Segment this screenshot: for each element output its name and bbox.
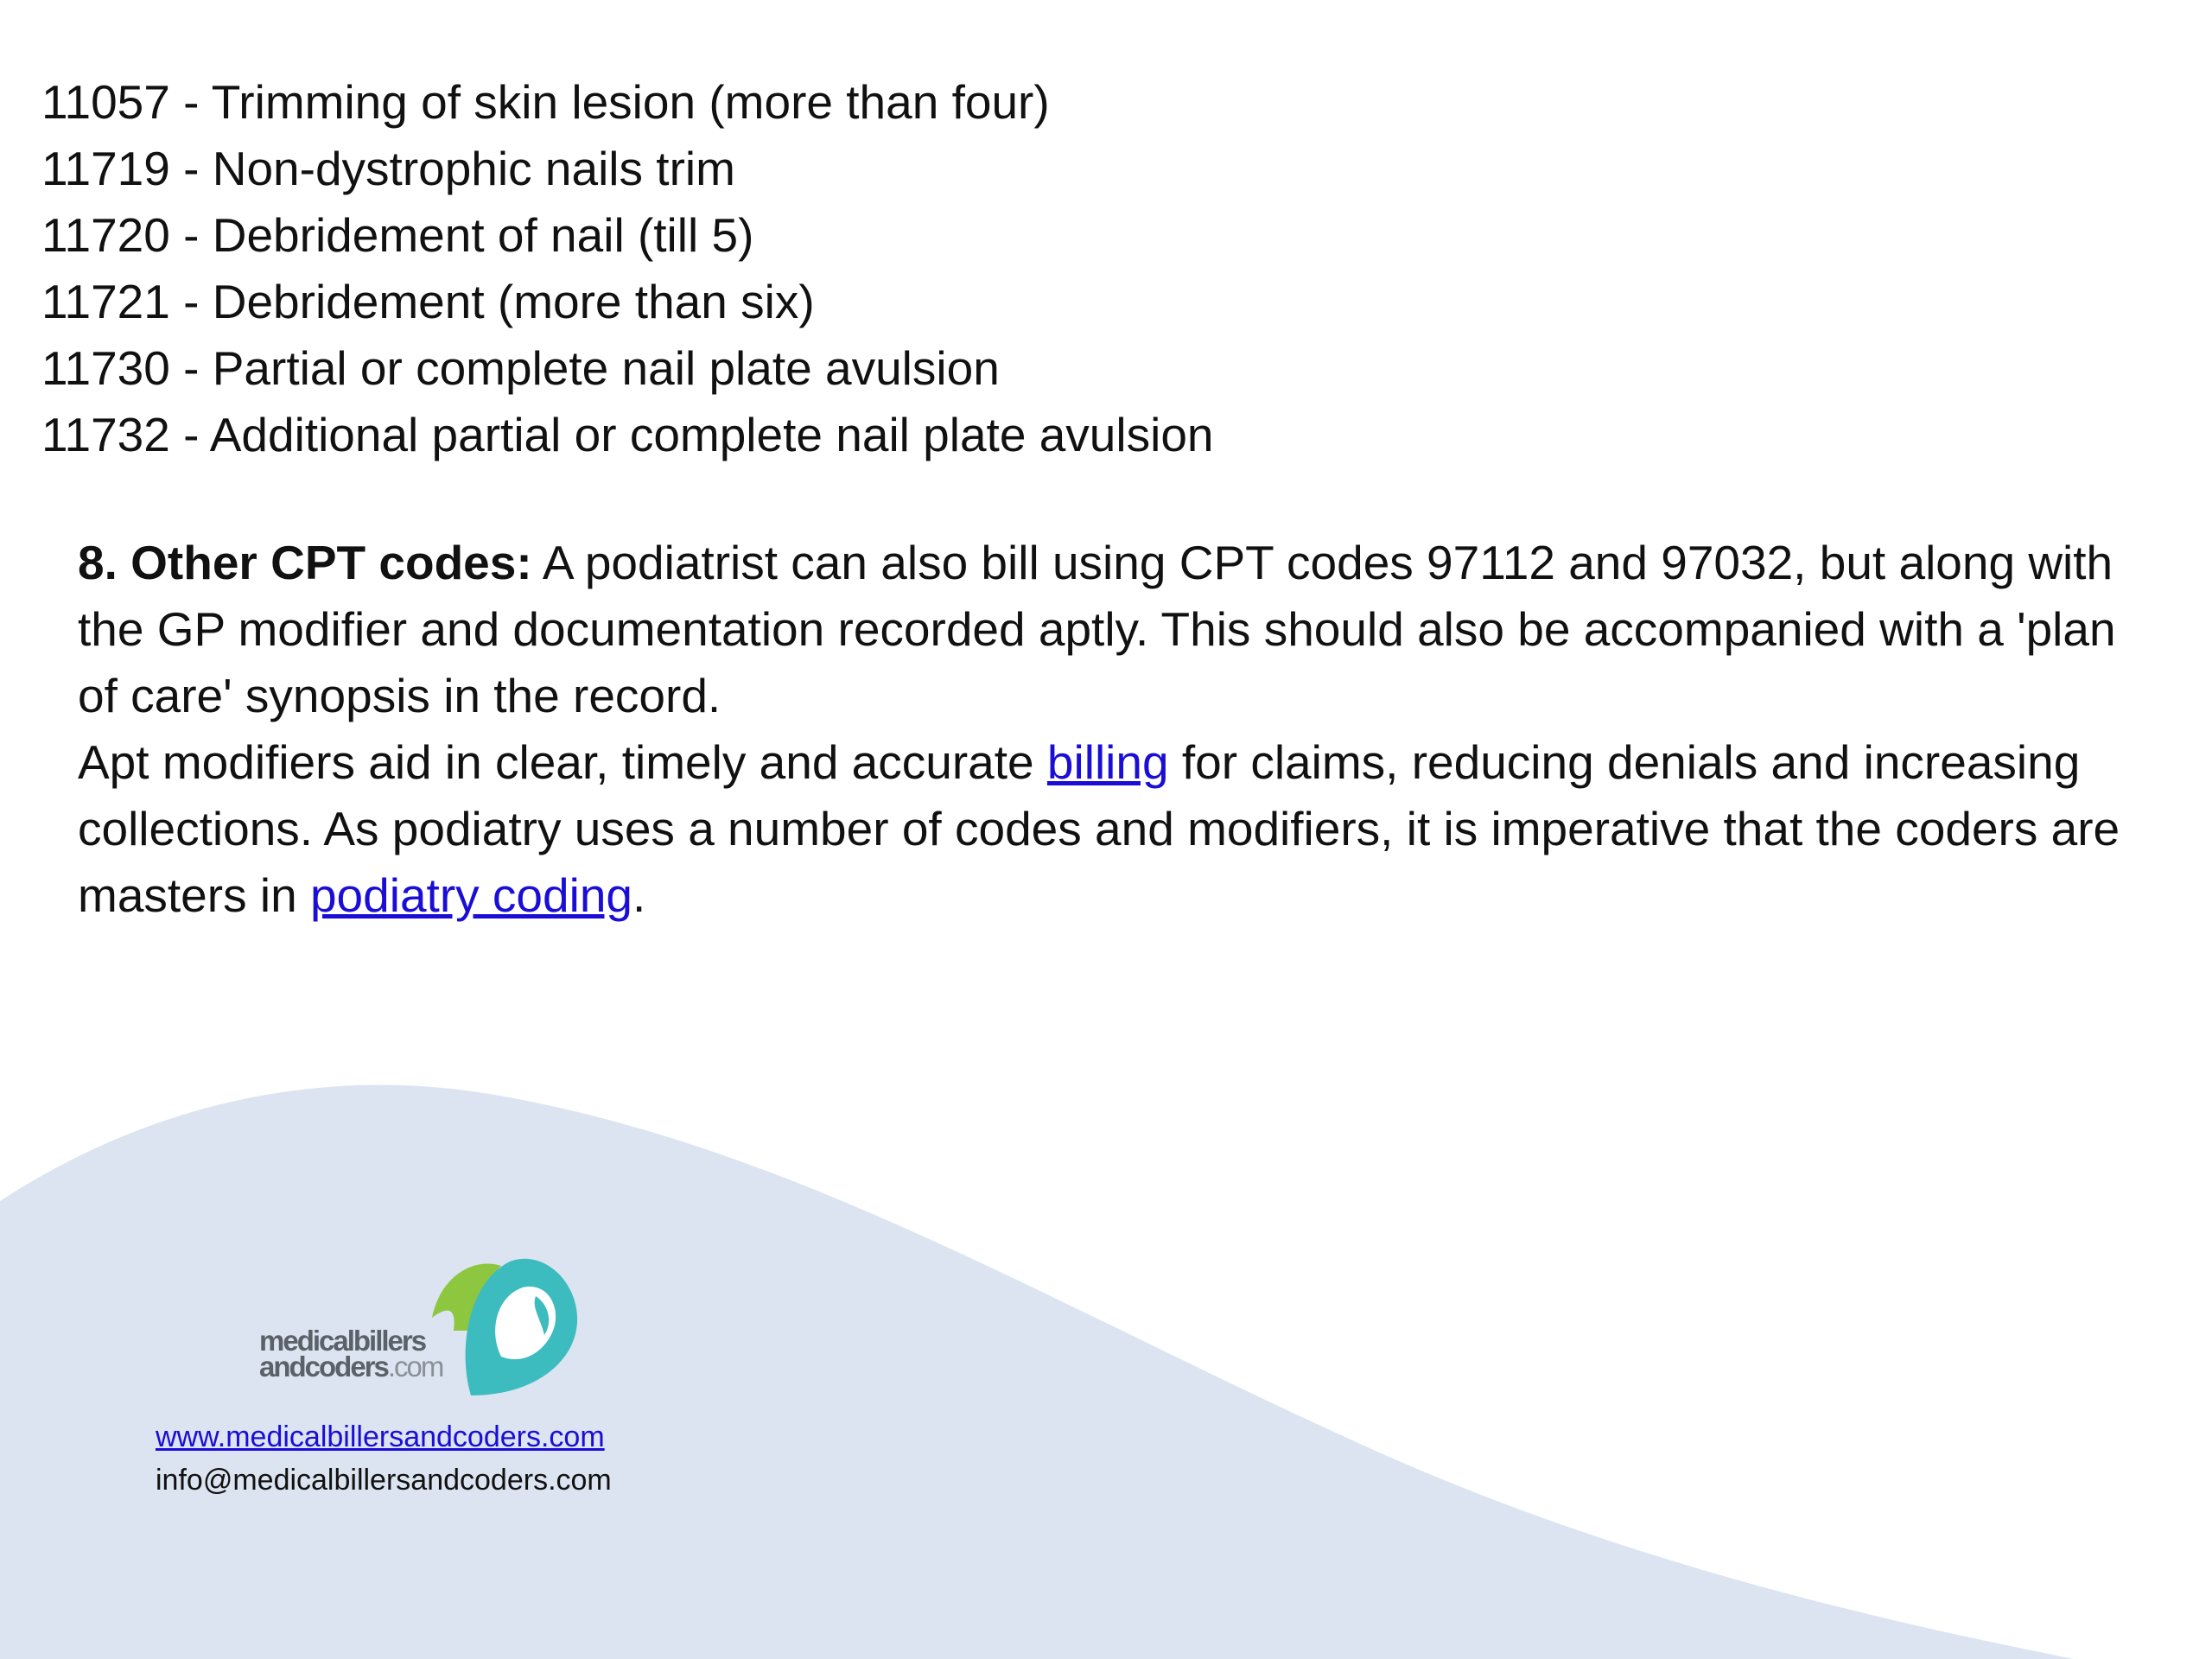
code-item: 11730 - Partial or complete nail plate avulsion xyxy=(41,341,1000,395)
paragraph-1-text: A podiatrist can also bill using CPT codes 97112 and 97032, but along with the GP modifier and documentation recorded aptly. This should also be accompanied with a 'plan of care' synopsis in the record. xyxy=(78,536,2116,722)
section-paragraph-1 xyxy=(78,530,2152,729)
code-item: 11057 - Trimming of skin lesion (more than four) xyxy=(41,75,1050,129)
contact-info xyxy=(156,1415,612,1502)
podiatry-coding-link[interactable]: podiatry coding xyxy=(309,868,632,922)
logo-line-2-text: andcoders xyxy=(259,1351,388,1382)
logo-line-2 xyxy=(259,1351,443,1382)
section-heading: 8. Other CPT codes: xyxy=(78,536,532,589)
paragraph-2-middle: for claims, reducing denials and increasing collections. As podiatry uses a number of codes and modifiers, it is imperative that the coders are masters in xyxy=(78,735,2120,922)
email-address: info@medicalbillersandcoders.com xyxy=(156,1464,612,1497)
other-cpt-codes-section xyxy=(78,530,2152,929)
paragraph-2-end: . xyxy=(632,868,646,922)
company-logo xyxy=(259,1249,570,1404)
code-item: 11719 - Non-dystrophic nails trim xyxy=(41,142,735,195)
paragraph-2-start: Apt modifiers aid in clear, timely and accurate xyxy=(78,735,1047,789)
cpt-code-list xyxy=(41,69,1214,468)
logo-wordmark xyxy=(259,1325,443,1382)
code-item: 11721 - Debridement (more than six) xyxy=(41,275,815,328)
logo-suffix: .com xyxy=(387,1351,443,1382)
logo-line-1: medicalbillers xyxy=(259,1325,426,1357)
website-link[interactable]: www.medicalbillersandcoders.com xyxy=(156,1421,605,1453)
billing-link[interactable]: billing xyxy=(1046,735,1169,789)
section-paragraph-2 xyxy=(78,729,2152,929)
code-item: 11720 - Debridement of nail (till 5) xyxy=(41,208,754,262)
code-item: 11732 - Additional partial or complete nail plate avulsion xyxy=(41,408,1214,461)
